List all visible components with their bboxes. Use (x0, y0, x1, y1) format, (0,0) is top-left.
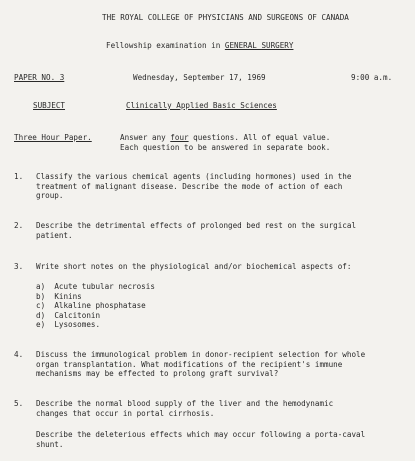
question-number: 5. (14, 399, 24, 408)
exam-prefix: Fellowship examination in (106, 41, 221, 50)
question-2 (36, 221, 356, 240)
list-item: e) Lysosomes. (36, 320, 101, 330)
question-line: Describe the detrimental effects of prolonged bed rest on the surgical (36, 221, 357, 230)
question-5 (36, 399, 333, 418)
question-1 (36, 172, 351, 201)
subject-label: SUBJECT (33, 101, 66, 110)
question-line: Describe the deleterious effects which may occur following a porta-caval (36, 430, 366, 439)
list-item: d) Calcitonin (36, 310, 101, 320)
question-3-list (36, 282, 155, 330)
question-line: mechanisms may be effected to prolong graft survival? (36, 369, 279, 379)
question-line: group. (36, 191, 64, 201)
question-line: patient. (36, 230, 73, 240)
question-number: 1. (14, 172, 24, 181)
question-3 (36, 262, 351, 272)
question-line: Classify the various chemical agents (including hormones) used in the (36, 172, 352, 181)
question-line: shunt. (36, 439, 64, 449)
exam-subject: GENERAL SURGERY (224, 41, 294, 50)
question-line: Write short notes on the physiological and/or biochemical aspects of: (36, 262, 352, 271)
list-item: c) Alkaline phosphatase (36, 301, 146, 311)
institution-heading: THE ROYAL COLLEGE OF PHYSICIANS AND SURGEONS OF CANADA (102, 13, 349, 22)
question-line: Discuss the immunological problem in donor-recipient selection for whole (36, 350, 366, 359)
list-item: a) Acute tubular necrosis (36, 282, 155, 291)
question-number: 3. (14, 262, 24, 271)
question-line: changes that occur in portal cirrhosis. (36, 408, 215, 418)
question-5-part-2 (36, 430, 365, 449)
instructions-label: Three Hour Paper. (14, 133, 92, 142)
instructions-line-1 (120, 133, 330, 143)
exam-title (106, 41, 293, 51)
exam-time: 9:00 a.m. (351, 73, 393, 82)
instructions-text-1a: Answer any (120, 133, 166, 142)
question-line: treatment of malignant disease. Describe the mode of action of each (36, 181, 343, 191)
instructions-emphasis: four (170, 133, 189, 142)
question-line: Describe the normal blood supply of the liver and the hemodynamic (36, 399, 334, 408)
subject-title: Clinically Applied Basic Sciences (126, 101, 277, 110)
instructions-text-1b: questions. All of equal value. (193, 133, 331, 142)
question-number: 4. (14, 350, 24, 359)
question-number: 2. (14, 221, 24, 230)
paper-number: PAPER NO. 3 (14, 73, 65, 82)
list-item: b) Kinins (36, 291, 82, 301)
exam-date: Wednesday, September 17, 1969 (133, 73, 266, 82)
question-4 (36, 350, 365, 379)
question-line: organ transplantation. What modifications of the recipient's immune (36, 359, 343, 369)
instructions-line-2: Each question to be answered in separate book. (120, 143, 331, 152)
